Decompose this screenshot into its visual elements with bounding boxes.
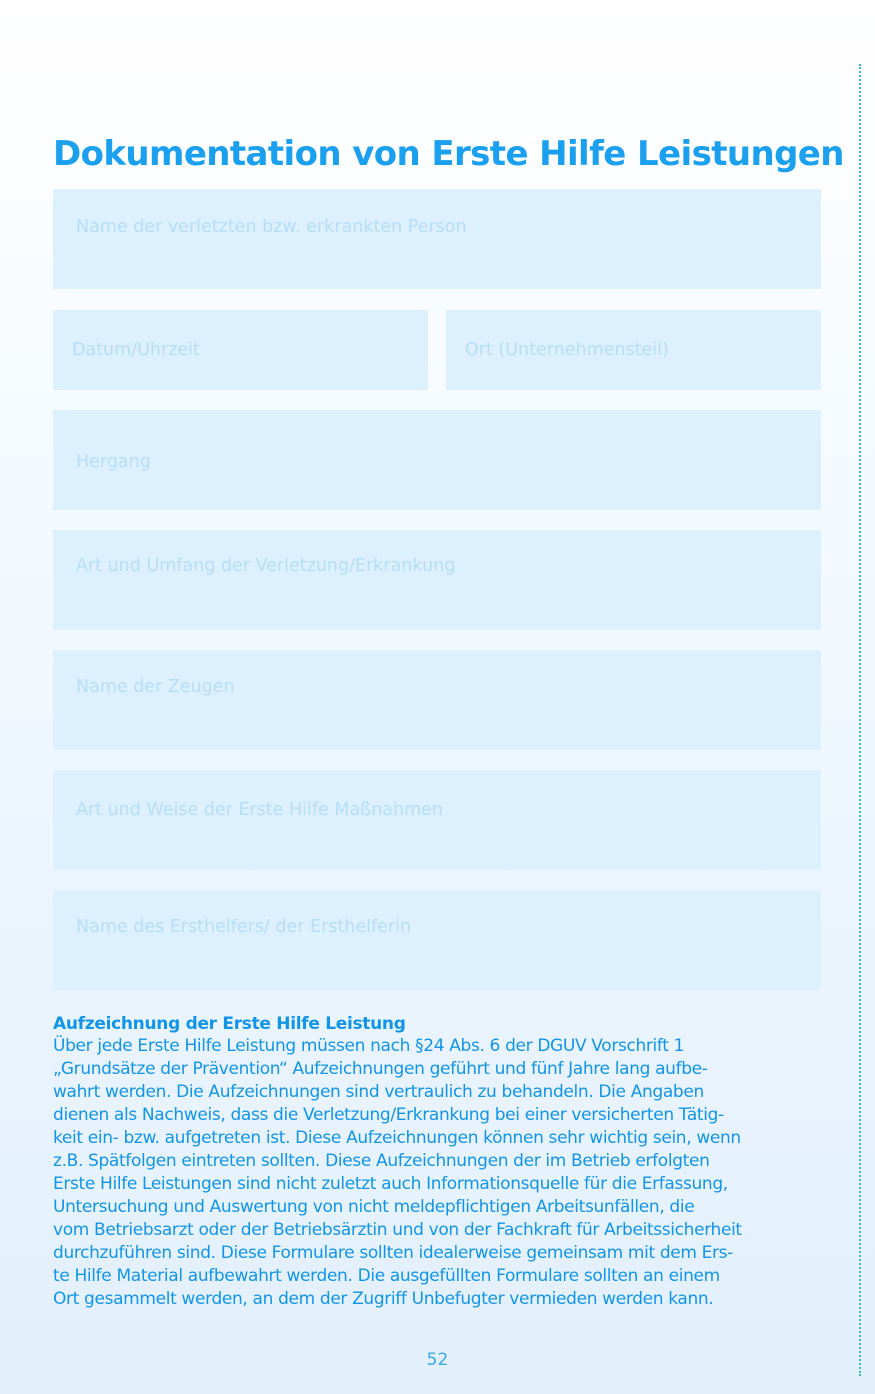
- margin-dotted-rule: [859, 64, 861, 1376]
- zeugen-field[interactable]: [53, 650, 821, 750]
- ort-placeholder: Ort (Unternehmensteil): [465, 340, 669, 360]
- page-title: Dokumentation von Erste Hilfe Leistungen: [53, 134, 844, 174]
- ersthelfer-placeholder: Name des Ersthelfers/ der Ersthelferin: [76, 917, 412, 937]
- art-umfang-field[interactable]: [53, 530, 821, 630]
- note-line: vom Betriebsarzt oder der Betriebsärztin und von der Fachkraft für Arbeitssicherheit: [53, 1220, 742, 1240]
- note-heading: Aufzeichnung der Erste Hilfe Leistung: [53, 1014, 406, 1034]
- hergang-field[interactable]: [53, 410, 821, 510]
- art-umfang-placeholder: Art und Umfang der Verletzung/Erkrankung: [76, 556, 456, 576]
- note-line: keit ein- bzw. aufgetreten ist. Diese Aufzeichnungen können sehr wichtig sein, wenn: [53, 1128, 741, 1148]
- ort-field[interactable]: [446, 310, 821, 390]
- note-section: [53, 1013, 828, 1311]
- note-line: wahrt werden. Die Aufzeichnungen sind vertraulich zu behandeln. Die Angaben: [53, 1082, 704, 1102]
- massnahmen-placeholder: Art und Weise der Erste Hilfe Maßnahmen: [76, 800, 444, 820]
- note-line: te Hilfe Material aufbewahrt werden. Die ausgefüllten Formulare sollten an einem: [53, 1266, 720, 1286]
- name-person-field[interactable]: [53, 189, 821, 289]
- datum-uhrzeit-placeholder: Datum/Uhrzeit: [72, 340, 200, 360]
- note-line: dienen als Nachweis, dass die Verletzung/Erkrankung bei einer versicherten Tätig-: [53, 1105, 724, 1125]
- note-line: Untersuchung und Auswertung von nicht meldepflichtigen Arbeitsunfällen, die: [53, 1197, 695, 1217]
- hergang-placeholder: Hergang: [76, 452, 151, 472]
- page-number: 52: [426, 1350, 449, 1370]
- note-line: „Grundsätze der Prävention“ Aufzeichnungen geführt und fünf Jahre lang aufbe-: [53, 1059, 708, 1079]
- note-line: Erste Hilfe Leistungen sind nicht zuletzt auch Informationsquelle für die Erfassung,: [53, 1174, 728, 1194]
- note-line: durchzuführen sind. Diese Formulare sollten idealerweise gemeinsam mit dem Ers-: [53, 1243, 733, 1263]
- zeugen-placeholder: Name der Zeugen: [76, 677, 235, 697]
- datum-uhrzeit-field[interactable]: [53, 310, 428, 390]
- note-line: Über jede Erste Hilfe Leistung müssen nach §24 Abs. 6 der DGUV Vorschrift 1: [53, 1036, 685, 1056]
- note-line: z.B. Spätfolgen eintreten sollten. Diese Aufzeichnungen der im Betrieb erfolgten: [53, 1151, 710, 1171]
- ersthelfer-field[interactable]: [53, 890, 821, 990]
- name-person-placeholder: Name der verletzten bzw. erkrankten Person: [76, 217, 467, 237]
- massnahmen-field[interactable]: [53, 770, 821, 870]
- note-line: Ort gesammelt werden, an dem der Zugriff Unbefugter vermieden werden kann.: [53, 1289, 714, 1309]
